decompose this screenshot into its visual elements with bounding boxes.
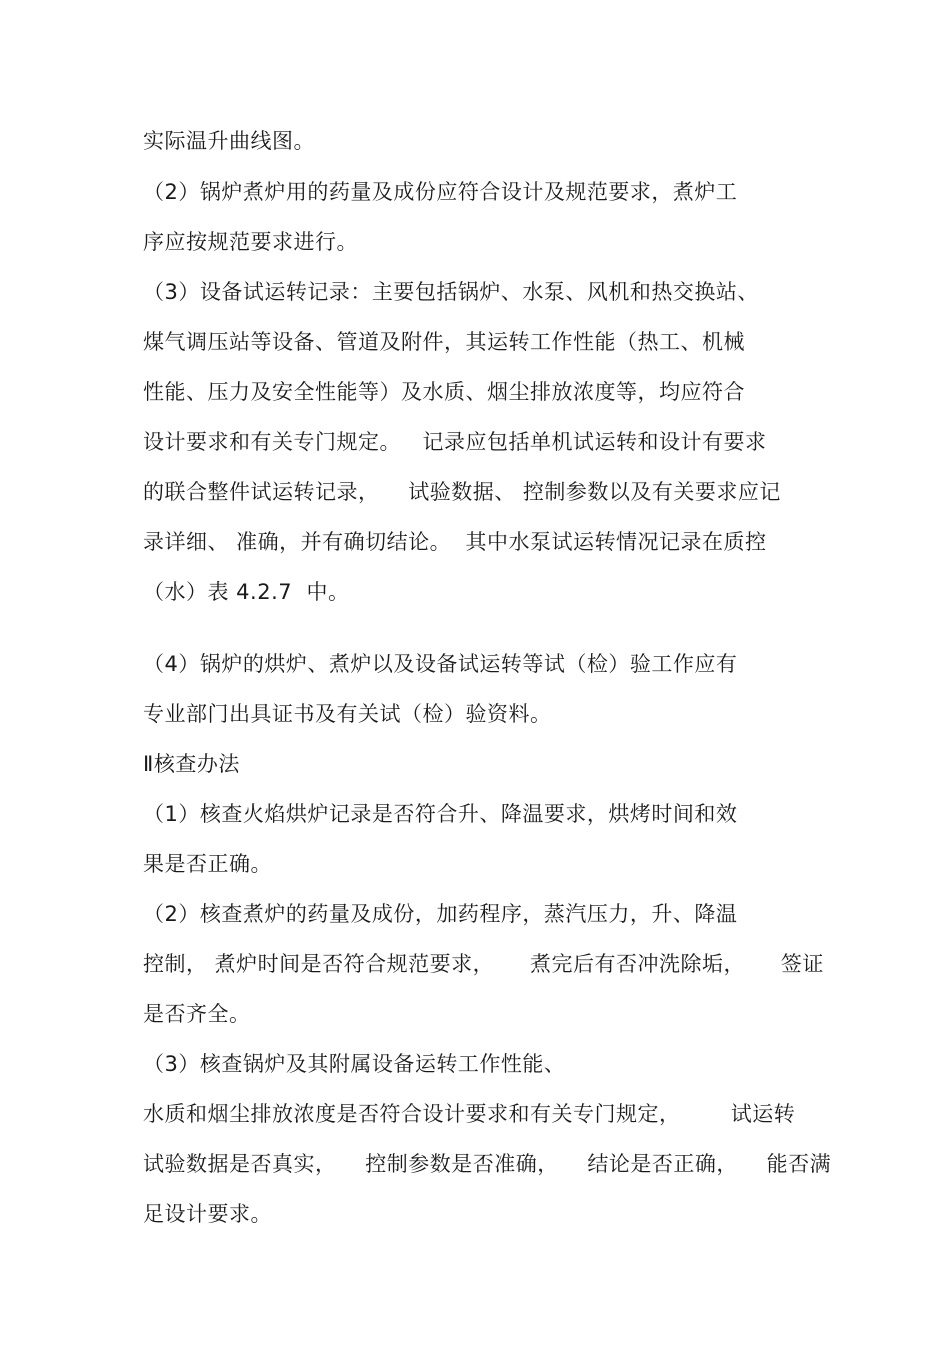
text-line: （水）表 4.2.7 中。	[143, 580, 350, 604]
text-line: 设计要求和有关专门规定。 记录应包括单机试运转和设计有要求	[143, 430, 767, 454]
text-line: 是否齐全。	[143, 1002, 251, 1026]
text-line: 专业部门出具证书及有关试（检）验资料。	[143, 702, 552, 726]
text-line: 序应按规范要求进行。	[143, 230, 358, 254]
text-line: （4）锅炉的烘炉、煮炉以及设备试运转等试（检）验工作应有	[143, 652, 738, 676]
text-line: 水质和烟尘排放浓度是否符合设计要求和有关专门规定， 试运转	[143, 1102, 796, 1126]
text-line: 试验数据是否真实， 控制参数是否准确， 结论是否正确， 能否满	[143, 1152, 832, 1176]
text-line: 的联合整件试运转记录， 试验数据、 控制参数以及有关要求应记	[143, 480, 781, 504]
text-line: （3）核查锅炉及其附属设备运转工作性能、	[143, 1052, 566, 1076]
text-line: 实际温升曲线图。	[143, 129, 315, 153]
text-line: （2）核查煮炉的药量及成份，加药程序，蒸汽压力，升、降温	[143, 902, 738, 926]
section-heading: Ⅱ核查办法	[143, 752, 240, 776]
text-line: （1）核查火焰烘炉记录是否符合升、降温要求，烘烤时间和效	[143, 802, 738, 826]
text-line: （2）锅炉煮炉用的药量及成份应符合设计及规范要求，煮炉工	[143, 180, 738, 204]
text-line: 煤气调压站等设备、管道及附件，其运转工作性能（热工、机械	[143, 330, 745, 354]
text-line: 录详细、 准确，并有确切结论。 其中水泵试运转情况记录在质控	[143, 530, 767, 554]
text-line: 性能、压力及安全性能等）及水质、烟尘排放浓度等，均应符合	[143, 380, 745, 404]
text-line: 控制， 煮炉时间是否符合规范要求， 煮完后有否冲洗除垢， 签证	[143, 952, 824, 976]
text-line: （3）设备试运转记录：主要包括锅炉、水泵、风机和热交换站、	[143, 280, 759, 304]
text-line: 果是否正确。	[143, 852, 272, 876]
text-line: 足设计要求。	[143, 1202, 272, 1226]
